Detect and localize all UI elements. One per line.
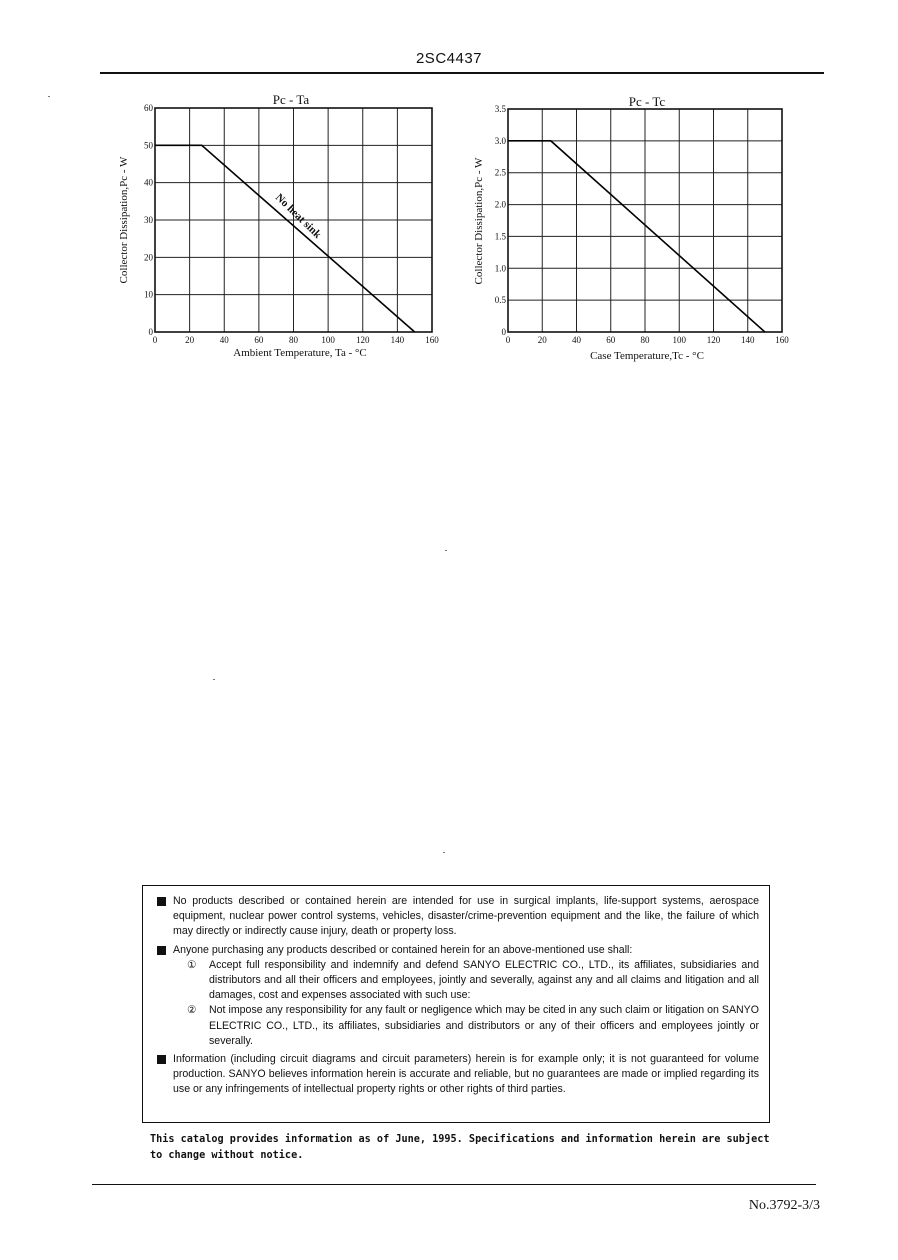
y-tick-label: 50 <box>144 140 153 151</box>
x-axis-label: Ambient Temperature, Ta - °C <box>233 347 367 359</box>
header-rule <box>100 72 824 74</box>
x-tick-label: 20 <box>537 335 547 345</box>
disclaimer-text: Information (including circuit diagrams and circuit parameters) herein is for example only; it is not guaranteed for volume production. SANYO believes information herein is accurate and reliable, but no guarantees are made or implied regarding its use or any infringements of intellectual property rights or other rights of third parties. <box>173 1053 759 1096</box>
circled-two-icon: ② <box>187 1004 197 1017</box>
disclaimer-item <box>157 943 759 1049</box>
x-tick-label: 160 <box>425 335 439 345</box>
x-tick-label: 60 <box>254 335 264 345</box>
square-bullet-icon <box>157 1055 166 1064</box>
x-tick-label: 160 <box>775 335 789 345</box>
disclaimer-item <box>157 894 759 940</box>
disclaimer-item <box>157 1052 759 1098</box>
y-tick-label: 2.5 <box>494 167 506 178</box>
scan-speck <box>48 96 50 97</box>
x-tick-label: 20 <box>185 335 195 345</box>
y-tick-label: 0 <box>148 327 153 337</box>
part-number: 2SC4437 <box>415 50 483 67</box>
y-tick-label: 1.5 <box>494 231 506 242</box>
footer-rule <box>92 1184 816 1185</box>
square-bullet-icon <box>157 897 166 906</box>
scan-speck <box>443 852 445 853</box>
disclaimer-text: Not impose any responsibility for any fault or negligence which may be cited in any such claim or litigation on SANYO ELECTRIC CO., LTD., its affiliates, subsidiaries and distributors or any of their officers and employees jointly or severally. <box>209 1004 759 1047</box>
no-heat-sink-annotation: No heat sink <box>272 191 324 241</box>
chart-pc-ta <box>110 88 450 378</box>
chart-pc-tc <box>465 88 805 378</box>
disclaimer-text: Anyone purchasing any products described or contained herein for an above-mentioned use shall: <box>173 943 633 956</box>
y-tick-label: 0.5 <box>494 295 506 306</box>
disclaimer-text: Accept full responsibility and indemnify and defend SANYO ELECTRIC CO., LTD., its affiliates, subsidiaries and distributors and all their officers and employees, jointly and severally, against any and all claims and litigation and all damages, cost and expenses associated with such use: <box>209 958 759 1002</box>
disclaimer-subitem <box>187 1003 759 1049</box>
page-number: No.3792-3/3 <box>748 1198 820 1213</box>
x-tick-label: 80 <box>289 335 298 345</box>
square-bullet-icon <box>157 946 166 955</box>
x-tick-label: 40 <box>572 335 581 345</box>
y-axis-label: Collector Dissipation,Pc - W <box>473 157 485 285</box>
y-tick-label: 0 <box>501 327 506 337</box>
x-tick-label: 40 <box>219 335 229 345</box>
x-tick-label: 0 <box>505 335 511 345</box>
circled-one-icon: ① <box>187 958 197 971</box>
x-tick-label: 140 <box>741 335 755 345</box>
y-tick-label: 10 <box>144 289 153 300</box>
x-tick-label: 120 <box>706 335 721 345</box>
x-tick-label: 120 <box>356 335 370 345</box>
x-tick-label: 0 <box>152 335 158 345</box>
x-tick-label: 100 <box>672 335 686 345</box>
scan-speck <box>213 679 215 680</box>
disclaimer-subitem <box>187 958 759 1004</box>
y-tick-label: 60 <box>144 103 153 113</box>
disclaimer-text: No products described or contained herein are intended for use in surgical implants, life-support systems, aerospace equipment, nuclear power control systems, vehicles, disaster/crime-prevention equipment and the like, the failure of which may directly or indirectly cause injury, death or property loss. <box>173 895 759 938</box>
y-axis-label: Collector Dissipation,Pc - W <box>118 156 130 284</box>
x-tick-label: 60 <box>606 335 616 345</box>
disclaimer-box <box>142 885 770 1123</box>
x-axis-label: Case Temperature,Tc - °C <box>590 350 704 362</box>
catalog-note: This catalog provides information as of June, 1995. Specifications and information herein are subject to change without notice. <box>150 1134 770 1161</box>
x-tick-label: 80 <box>640 335 650 345</box>
y-tick-label: 40 <box>144 177 153 188</box>
y-tick-label: 1.0 <box>494 263 506 274</box>
y-tick-label: 3.0 <box>494 135 506 146</box>
y-tick-label: 2.0 <box>494 199 506 210</box>
scan-speck <box>445 550 447 551</box>
y-tick-label: 3.5 <box>494 104 506 114</box>
x-tick-label: 140 <box>390 335 405 345</box>
chart-title: Pc - Ta <box>272 92 310 107</box>
series-line <box>155 145 415 332</box>
chart-title: Pc - Tc <box>628 94 666 109</box>
y-tick-label: 20 <box>144 252 153 263</box>
y-tick-label: 30 <box>144 215 153 225</box>
x-tick-label: 100 <box>321 335 335 345</box>
